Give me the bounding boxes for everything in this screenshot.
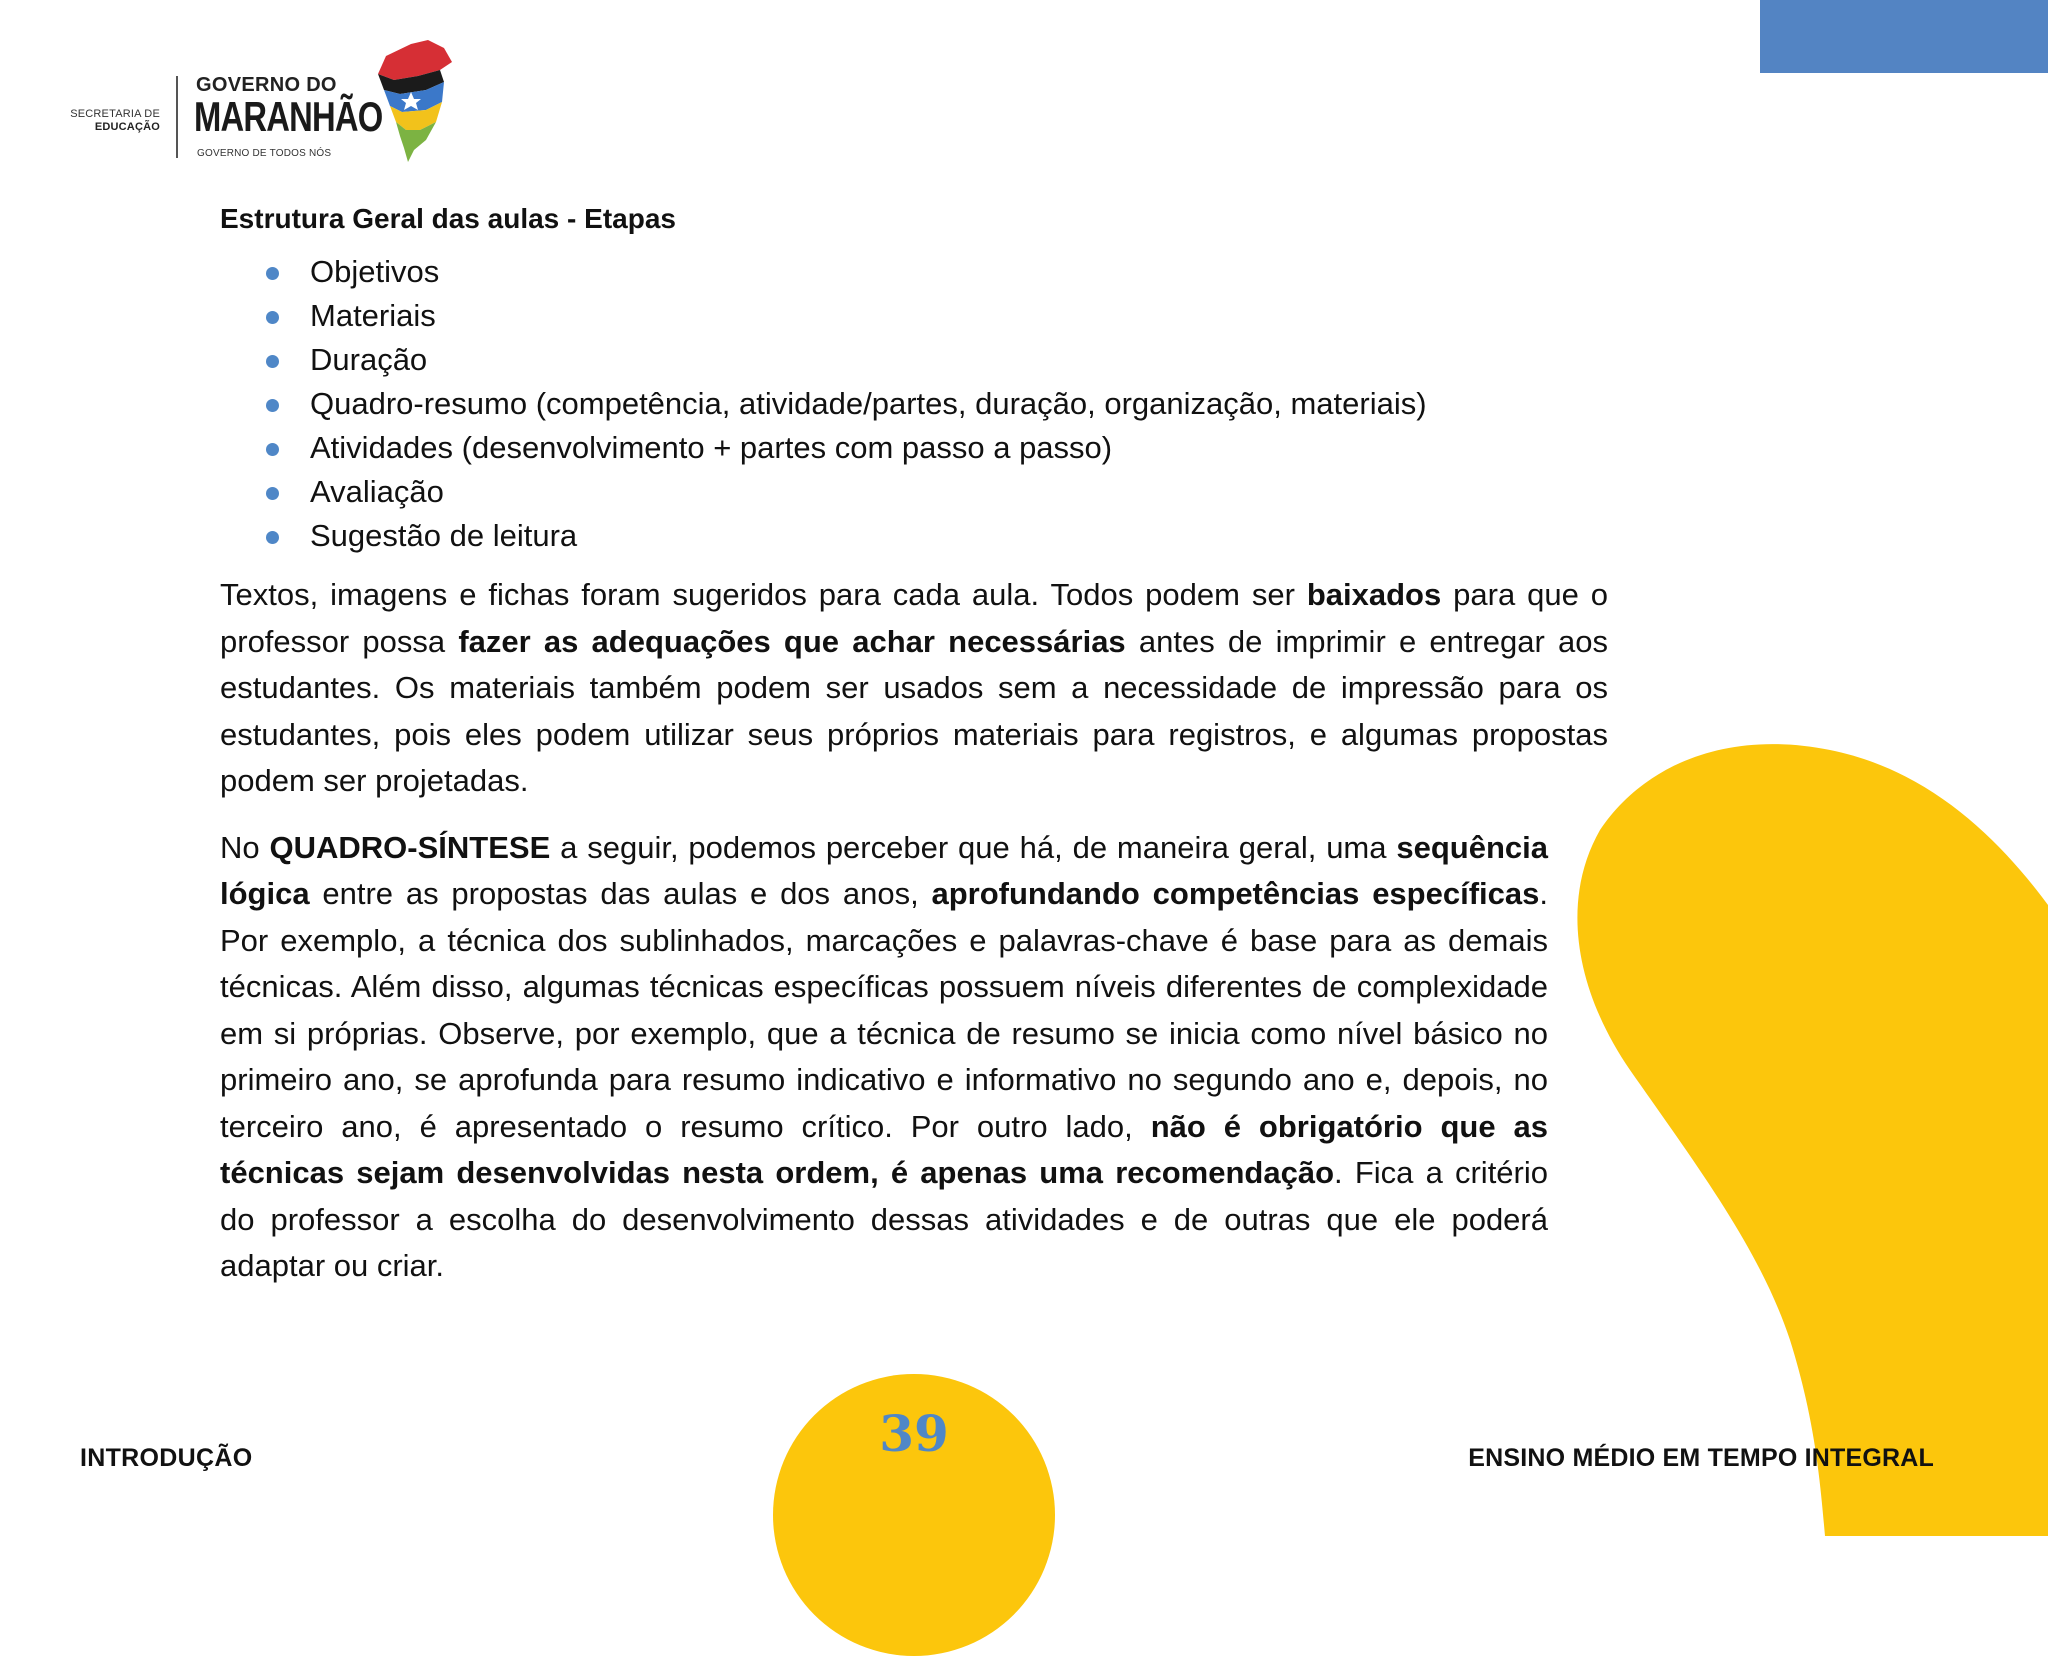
list-item: Sugestão de leitura [310,514,1608,558]
logo-tagline: GOVERNO DE TODOS NÓS [197,148,332,159]
list-item: Objetivos [310,250,1608,294]
paragraph-bold: sequência lógica [220,829,1548,911]
list-item: Duração [310,338,1608,382]
maranhao-map-icon [356,36,506,172]
paragraph-bold: fazer as adequações que achar necessárias [458,623,1126,659]
paragraph-bold: QUADRO-SÍNTESE [269,829,551,865]
list-item: Atividades (desenvolvimento + partes com passo a passo) [310,426,1608,470]
paragraph-text: entre as propostas das aulas e dos anos, [309,876,932,911]
footer-section-label: INTRODUÇÃO [80,1444,253,1472]
paragraph-bold: não é obrigatório que as técnicas sejam desenvolvidas nesta ordem, é apenas uma recomendação [220,1108,1548,1190]
paragraph-text: . Por exemplo, a técnica dos sublinhados, marcações e palavras-chave é base para as demais técnicas. Além disso, algumas técnicas específicas possuem níveis diferentes de complexidade em si próprias. Observe, por exemplo, que a técnica de resumo se inicia como nível básico no primeiro ano, se aprofunda para resumo indicativo e informativo no segundo ano e, depois, no terceiro ano, é apresentado o resumo crítico. Por outro lado, [220,876,1548,1144]
logo-gov-line: GOVERNO DO [196,74,337,96]
list-item: Avaliação [310,470,1608,514]
governo-maranhao-logo [56,36,456,172]
footer-program-label: ENSINO MÉDIO EM TEMPO INTEGRAL [1468,1444,1934,1472]
page-number: 39 [879,1404,949,1463]
logo-secretaria-line2: EDUCAÇÃO [94,121,160,133]
paragraph-bold: aprofundando competências específicas [931,876,1540,911]
main-content [220,198,1608,1310]
paragraph-text: . Fica a critério do professor a escolha do desenvolvimento dessas atividades e de outras que ele poderá adaptar ou criar. [220,1155,1548,1283]
paragraph-bold: baixados [1306,577,1442,612]
paragraph-text: para que o professor possa [220,577,1608,659]
paragraph-materials [220,572,1608,805]
section-title: Estrutura Geral das aulas - Etapas [220,203,676,234]
logo-divider [176,76,178,158]
paragraph-text: antes de imprimir e entregar aos estudantes. Os materiais também podem ser usados sem a necessidade de impressão para os estudantes, pois eles podem utilizar seus próprios materiais para registros, e algumas propostas podem ser projetadas. [220,623,1609,798]
logo-state-name: MARANHÃO [194,93,383,140]
logo-secretaria-text [56,108,160,134]
paragraph-quadro-sintese [220,825,1548,1290]
list-item: Quadro-resumo (competência, atividade/partes, duração, organização, materiais) [310,382,1608,426]
paragraph-text: a seguir, podemos perceber que há, de maneira geral, uma [550,829,1397,865]
list-item: Materiais [310,294,1608,338]
paragraph-text: No [220,829,270,865]
steps-list [220,250,1608,558]
logo-secretaria-line1: SECRETARIA DE [70,108,160,120]
paragraph-text: Textos, imagens e fichas foram sugeridos para cada aula. Todos podem ser [220,577,1307,612]
